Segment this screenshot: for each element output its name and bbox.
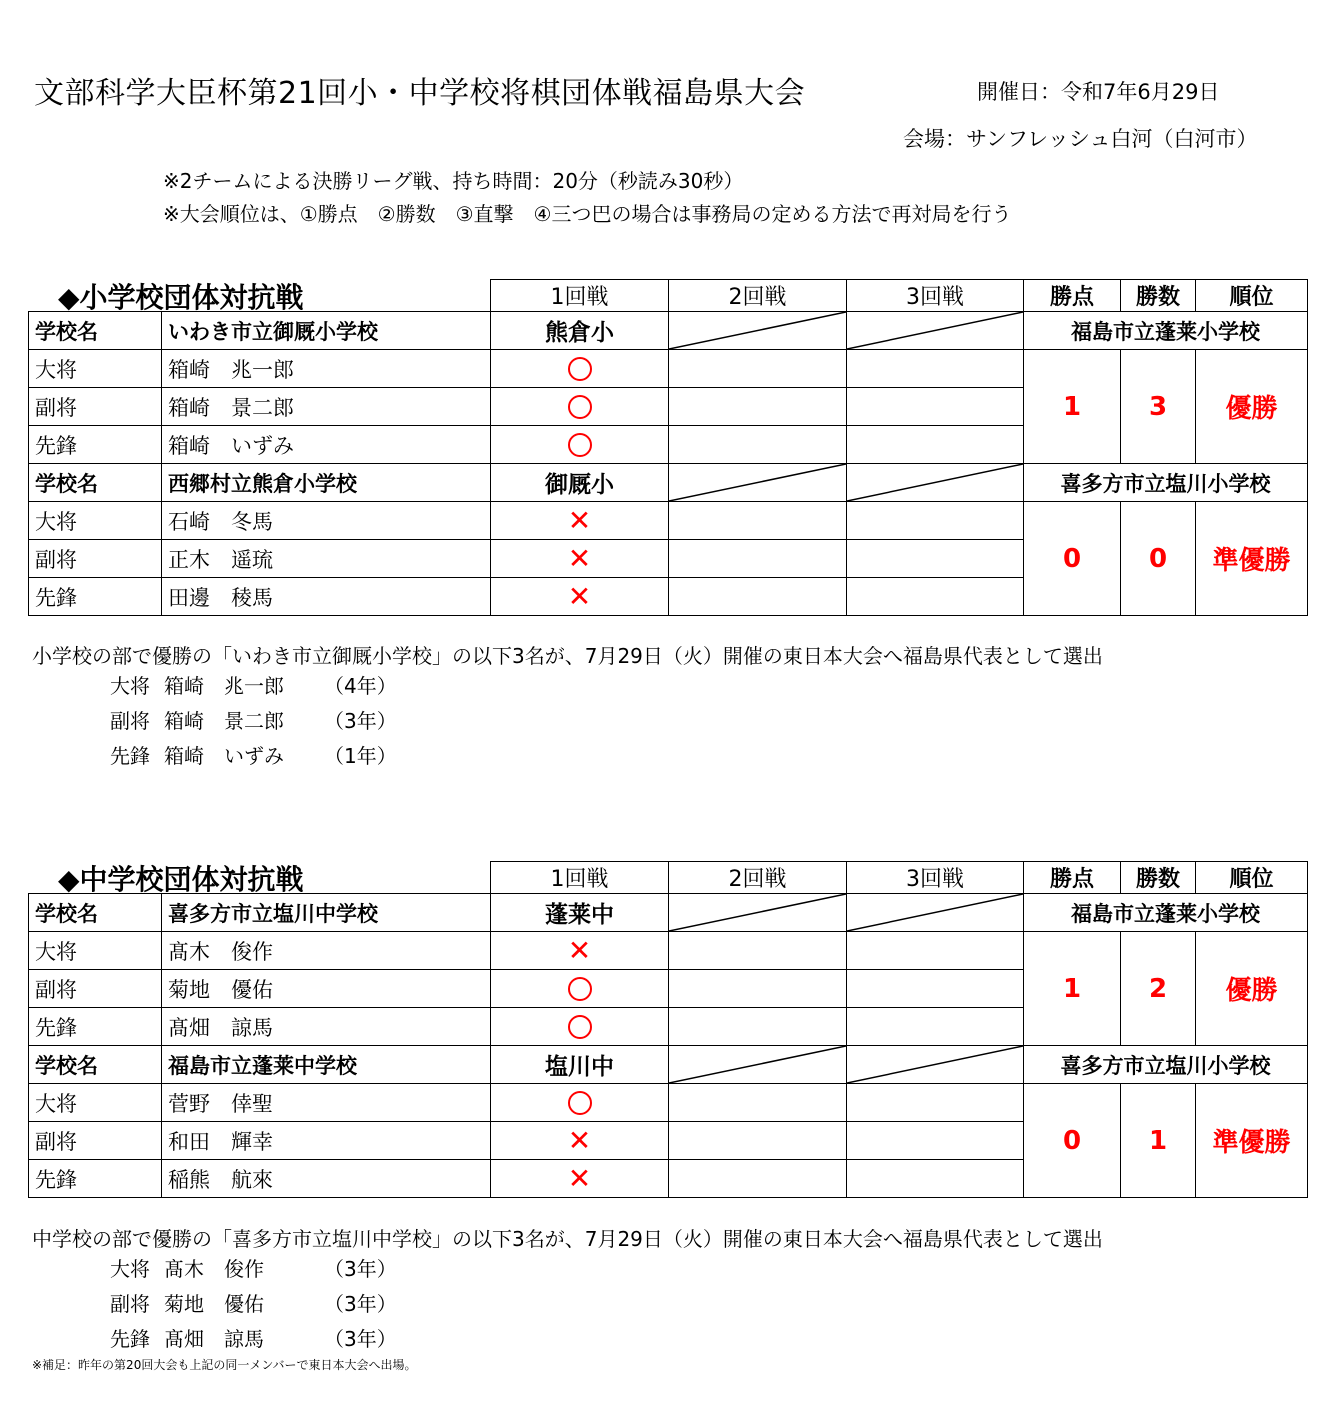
player-name: 髙畑 諒馬 [162,1008,491,1046]
player-row [29,502,1308,540]
player-name: 田邊 稜馬 [162,578,491,616]
round2-header: 2回戦 [669,862,847,894]
position-label: 先鋒 [29,426,162,464]
points-header: 勝点 [1024,280,1121,312]
representative-grade: （3年） [324,709,397,733]
round2-result [669,1122,847,1160]
round1-header: 1回戦 [491,862,669,894]
school-label: 学校名 [29,312,162,350]
junior-results-table [28,861,1308,1198]
header-row [29,862,1308,894]
red-circle-icon [568,357,592,381]
representative-grade: （3年） [324,1327,397,1351]
red-cross-icon: ✕ [567,579,592,613]
school-label: 学校名 [29,894,162,932]
elementary-section-title: ◆小学校団体対抗戦 [58,281,304,314]
player-row [29,932,1308,970]
round2-result [669,1084,847,1122]
diagonal-slash-icon [847,894,1023,931]
player-name: 稲熊 航來 [162,1160,491,1198]
position-label: 先鋒 [29,578,162,616]
representative-row [110,670,397,699]
empty-round-cell [847,312,1024,350]
rank-value: 優勝 [1196,932,1308,1046]
school-name: 喜多方市立塩川中学校 [162,894,491,932]
round2-result [669,540,847,578]
red-circle-icon [568,1091,592,1115]
round1-result [491,970,669,1008]
position-label: 副将 [29,970,162,1008]
position-label: 副将 [29,540,162,578]
round3-result [847,350,1024,388]
representative-row [110,705,397,734]
round1-result [491,932,669,970]
representative-grade: （4年） [324,674,397,698]
position-label: 大将 [29,1084,162,1122]
position-label: 先鋒 [29,1008,162,1046]
red-circle-icon [568,395,592,419]
representative-row [110,1288,397,1317]
position-label: 大将 [29,932,162,970]
wins-value: 1 [1121,1084,1196,1198]
empty-round-cell [669,464,847,502]
event-venue: 会場：サンフレッシュ白河（白河市） [903,127,1258,151]
round1-result [491,502,669,540]
elementary-summary: 小学校の部で優勝の「いわき市立御厩小学校」の以下3名が、7月29日（火）開催の東日本大会へ福島県代表として選出 [32,644,1103,668]
player-name: 和田 輝幸 [162,1122,491,1160]
representative-name: 箱崎 景二郎 [164,709,284,733]
round3-header: 3回戦 [847,862,1024,894]
round2-result [669,350,847,388]
wins-value: 3 [1121,350,1196,464]
round3-result [847,1122,1024,1160]
diagonal-slash-icon [669,312,846,349]
red-circle-icon [568,433,592,457]
empty-round-cell [669,312,847,350]
round3-result [847,1160,1024,1198]
round1-result [491,540,669,578]
points-value: 1 [1024,932,1121,1046]
note-ranking: ※大会順位は、①勝点 ②勝数 ③直撃 ④三つ巴の場合は事務局の定める方法で再対局を行う [163,202,1012,226]
empty-round-cell [847,1046,1024,1084]
representative-grade: （3年） [324,1292,397,1316]
round3-result [847,388,1024,426]
round1-result [491,578,669,616]
wins-value: 2 [1121,932,1196,1046]
red-cross-icon: ✕ [567,933,592,967]
player-name: 髙木 俊作 [162,932,491,970]
representative-row [110,1323,397,1352]
round1-result [491,1008,669,1046]
diagonal-slash-icon [847,464,1023,501]
school-name: 西郷村立熊倉小学校 [162,464,491,502]
elementary-results-table [28,279,1308,616]
junior-summary: 中学校の部で優勝の「喜多方市立塩川中学校」の以下3名が、7月29日（火）開催の東日本大会へ福島県代表として選出 [32,1227,1103,1251]
round3-header: 3回戦 [847,280,1024,312]
round2-result [669,388,847,426]
diagonal-slash-icon [669,464,846,501]
round2-result [669,932,847,970]
points-value: 0 [1024,502,1121,616]
round2-result [669,578,847,616]
note-format: ※2チームによる決勝リーグ戦、持ち時間：20分（秒読み30秒） [163,169,744,193]
red-cross-icon: ✕ [567,541,592,575]
standing-team-label: 喜多方市立塩川小学校 [1024,464,1308,502]
page-title: 文部科学大臣杯第21回小・中学校将棋団体戦福島県大会 [34,76,806,111]
red-circle-icon [568,1015,592,1039]
player-row [29,350,1308,388]
opponent-name: 塩川中 [491,1046,669,1084]
school-row [29,894,1308,932]
footnote: ※補足：昨年の第20回大会も上記の同一メンバーで東日本大会へ出場。 [32,1358,417,1372]
round2-result [669,1008,847,1046]
school-row [29,1046,1308,1084]
junior-section-title: ◆中学校団体対抗戦 [58,863,304,896]
event-date: 開催日：令和7年6月29日 [977,80,1220,104]
position-label: 先鋒 [29,1160,162,1198]
points-header: 勝点 [1024,862,1121,894]
position-label: 副将 [29,388,162,426]
opponent-name: 御厩小 [491,464,669,502]
rank-header: 順位 [1196,280,1308,312]
round3-result [847,578,1024,616]
school-name: いわき市立御厩小学校 [162,312,491,350]
representative-position: 大将 [110,674,150,698]
representative-grade: （1年） [324,744,397,768]
representative-row [110,1253,397,1282]
representative-name: 髙木 俊作 [164,1257,264,1281]
player-name: 石崎 冬馬 [162,502,491,540]
red-cross-icon: ✕ [567,1161,592,1195]
representative-row [110,740,397,769]
round2-result [669,426,847,464]
empty-round-cell [847,894,1024,932]
empty-round-cell [669,894,847,932]
position-label: 大将 [29,502,162,540]
round1-result [491,388,669,426]
player-name: 菊地 優佑 [162,970,491,1008]
representative-name: 箱崎 兆一郎 [164,674,284,698]
diagonal-slash-icon [847,312,1023,349]
rank-value: 準優勝 [1196,1084,1308,1198]
representative-name: 髙畑 諒馬 [164,1327,264,1351]
round2-result [669,1160,847,1198]
round3-result [847,502,1024,540]
representative-position: 副将 [110,1292,150,1316]
representative-name: 菊地 優佑 [164,1292,264,1316]
rank-value: 優勝 [1196,350,1308,464]
red-cross-icon: ✕ [567,1123,592,1157]
position-label: 大将 [29,350,162,388]
player-name: 箱崎 いずみ [162,426,491,464]
round1-result [491,1122,669,1160]
opponent-name: 熊倉小 [491,312,669,350]
player-row [29,1084,1308,1122]
standing-team-label: 福島市立蓬莱小学校 [1024,894,1308,932]
diagonal-slash-icon [669,894,846,931]
round1-result [491,426,669,464]
red-cross-icon: ✕ [567,503,592,537]
player-name: 正木 遥琉 [162,540,491,578]
player-name: 菅野 倖聖 [162,1084,491,1122]
school-label: 学校名 [29,464,162,502]
school-row [29,464,1308,502]
representative-grade: （3年） [324,1257,397,1281]
diagonal-slash-icon [669,1046,846,1083]
representative-position: 先鋒 [110,1327,150,1351]
empty-round-cell [847,464,1024,502]
points-value: 0 [1024,1084,1121,1198]
round1-header: 1回戦 [491,280,669,312]
header-row [29,280,1308,312]
round3-result [847,970,1024,1008]
player-name: 箱崎 景二郎 [162,388,491,426]
representative-position: 大将 [110,1257,150,1281]
school-name: 福島市立蓬莱中学校 [162,1046,491,1084]
round1-result [491,350,669,388]
wins-header: 勝数 [1121,862,1196,894]
school-row [29,312,1308,350]
standing-team-label: 喜多方市立塩川小学校 [1024,1046,1308,1084]
round3-result [847,426,1024,464]
round2-result [669,970,847,1008]
red-circle-icon [568,977,592,1001]
diagonal-slash-icon [847,1046,1023,1083]
rank-value: 準優勝 [1196,502,1308,616]
representative-position: 副将 [110,709,150,733]
wins-header: 勝数 [1121,280,1196,312]
representative-position: 先鋒 [110,744,150,768]
points-value: 1 [1024,350,1121,464]
wins-value: 0 [1121,502,1196,616]
round3-result [847,1084,1024,1122]
round2-result [669,502,847,540]
round2-header: 2回戦 [669,280,847,312]
round3-result [847,1008,1024,1046]
rank-header: 順位 [1196,862,1308,894]
standing-team-label: 福島市立蓬莱小学校 [1024,312,1308,350]
representative-name: 箱崎 いずみ [164,744,284,768]
position-label: 副将 [29,1122,162,1160]
empty-round-cell [669,1046,847,1084]
school-label: 学校名 [29,1046,162,1084]
round3-result [847,932,1024,970]
player-name: 箱崎 兆一郎 [162,350,491,388]
round3-result [847,540,1024,578]
round1-result [491,1084,669,1122]
opponent-name: 蓬莱中 [491,894,669,932]
round1-result [491,1160,669,1198]
